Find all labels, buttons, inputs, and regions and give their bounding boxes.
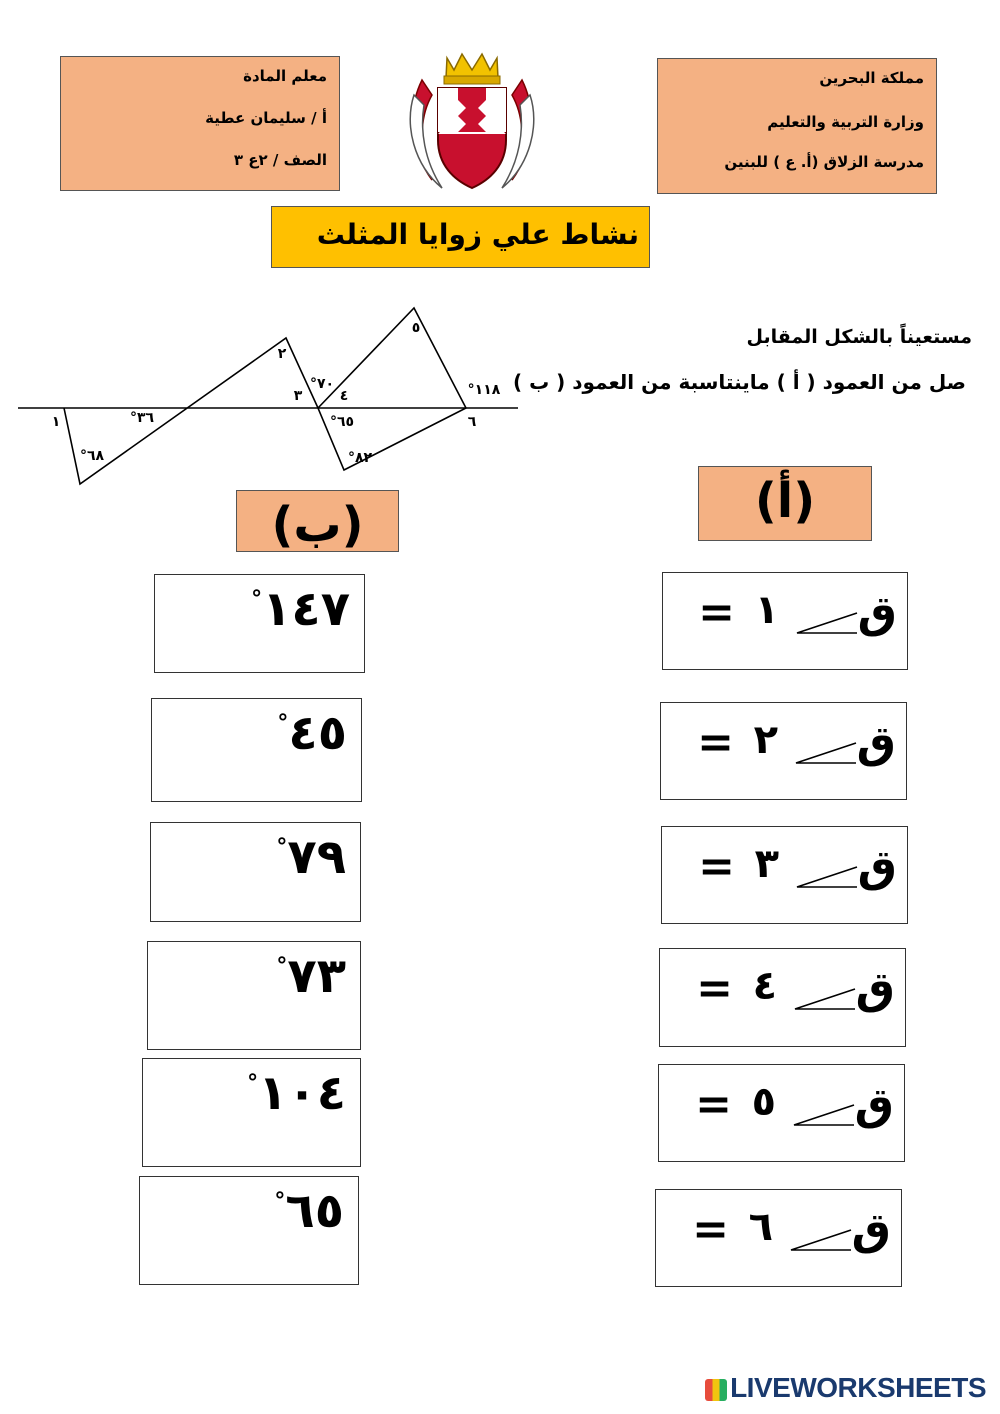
label-angle-36: ٣٦° [129, 410, 155, 426]
degree-sign: ° [277, 711, 289, 736]
school-label: مدرسة الزلاق (أ. ع ) للبنين [724, 153, 924, 171]
degree-sign: ° [276, 954, 288, 979]
label-angle-5: ٥ [411, 320, 421, 336]
page-title: نشاط علي زوايا المثلث [271, 206, 650, 268]
label-angle-6: ٦ [467, 414, 477, 430]
column-b-item-2[interactable] [151, 698, 362, 802]
ministry-label: وزارة التربية والتعليم [767, 113, 924, 131]
label-angle-3: ٣ [293, 388, 303, 404]
column-b-item-5[interactable] [142, 1058, 361, 1167]
equals-sign: = [697, 717, 734, 768]
equals-sign: = [695, 1079, 732, 1130]
column-b-item-6[interactable] [139, 1176, 359, 1285]
angle-symbol-icon [795, 863, 859, 891]
degree-sign: ° [274, 1189, 286, 1214]
column-b-item-4[interactable] [147, 941, 361, 1050]
column-a-item-5[interactable] [658, 1064, 905, 1162]
angle-number: ٥ [751, 1079, 776, 1125]
angle-measure-letter: ق [855, 963, 895, 1014]
angle-value-number: ٦٥ [285, 1183, 344, 1239]
label-angle-68: ٦٨° [79, 448, 105, 464]
angle-measure-letter: ق [856, 717, 896, 768]
angle-symbol-icon [789, 1226, 853, 1254]
angle-number: ٣ [754, 841, 779, 887]
footer-brand: LIVEWORKSHEETS [730, 1372, 986, 1403]
angle-symbol-icon [795, 609, 859, 637]
angle-value [270, 1183, 344, 1239]
column-a-item-3[interactable] [661, 826, 908, 924]
label-angle-70: ٧٠° [309, 376, 335, 392]
angle-measure-letter: ق [857, 587, 897, 638]
teacher-heading: معلم المادة [243, 67, 327, 85]
angle-value [243, 1065, 346, 1121]
degree-sign: ° [276, 835, 288, 860]
column-b-item-1[interactable] [154, 574, 365, 673]
angle-value [272, 948, 346, 1004]
instruction-line-2: صل من العمود ( أ ) ماينتاسبة من العمود ( ب ) [513, 370, 966, 394]
label-angle-4: ٤ [339, 388, 349, 404]
column-a-item-1[interactable] [662, 572, 908, 670]
column-a-item-2[interactable] [660, 702, 907, 800]
column-a-header: (أ) [698, 466, 872, 541]
angle-value-number: ٧٩ [287, 829, 346, 885]
column-a-item-6[interactable] [655, 1189, 902, 1287]
column-b-header: (ب) [236, 490, 399, 552]
degree-sign: ° [251, 587, 263, 612]
angle-value-number: ٧٣ [287, 948, 346, 1004]
angle-symbol-icon [794, 739, 858, 767]
angle-value-number: ٤٥ [288, 705, 347, 761]
bahrain-coat-of-arms [402, 40, 542, 192]
equals-sign: = [698, 587, 735, 638]
angle-value [273, 705, 347, 761]
angle-number: ١ [754, 587, 779, 633]
angle-symbol-icon [792, 1101, 856, 1129]
class-label: الصف / ٢ع ٣ [233, 151, 327, 169]
angle-value-number: ١٠٤ [258, 1065, 346, 1121]
label-angle-2: ٢ [277, 346, 287, 362]
angle-symbol-icon [793, 985, 857, 1013]
angle-number: ٤ [752, 963, 777, 1009]
teacher-info-box [60, 56, 340, 191]
column-b-item-3[interactable] [150, 822, 361, 922]
teacher-name: أ / سليمان عطية [205, 109, 327, 127]
angle-measure-letter: ق [854, 1079, 894, 1130]
angle-number: ٢ [753, 717, 778, 763]
angle-measure-letter: ق [851, 1204, 891, 1255]
label-angle-65: ٦٥° [329, 414, 355, 430]
school-info-box [657, 58, 937, 194]
liveworksheets-logo [705, 1372, 986, 1404]
degree-sign: ° [247, 1071, 259, 1096]
angle-number: ٦ [748, 1204, 773, 1250]
equals-sign: = [698, 841, 735, 892]
liveworksheets-icon [705, 1379, 727, 1401]
angle-value [272, 829, 346, 885]
angle-value-number: ١٤٧ [262, 581, 350, 637]
equals-sign: = [692, 1204, 729, 1255]
label-angle-82: ٨٢° [347, 450, 373, 466]
instruction-line-1: مستعيناً بالشكل المقابل [746, 326, 972, 348]
angle-value [247, 581, 350, 637]
label-angle-118: ١١٨° [467, 382, 501, 398]
country-label: مملكة البحرين [819, 69, 924, 87]
column-a-item-4[interactable] [659, 948, 906, 1047]
label-angle-1: ١ [51, 414, 61, 430]
equals-sign: = [696, 963, 733, 1014]
triangles-figure [0, 290, 540, 500]
angle-measure-letter: ق [857, 841, 897, 892]
